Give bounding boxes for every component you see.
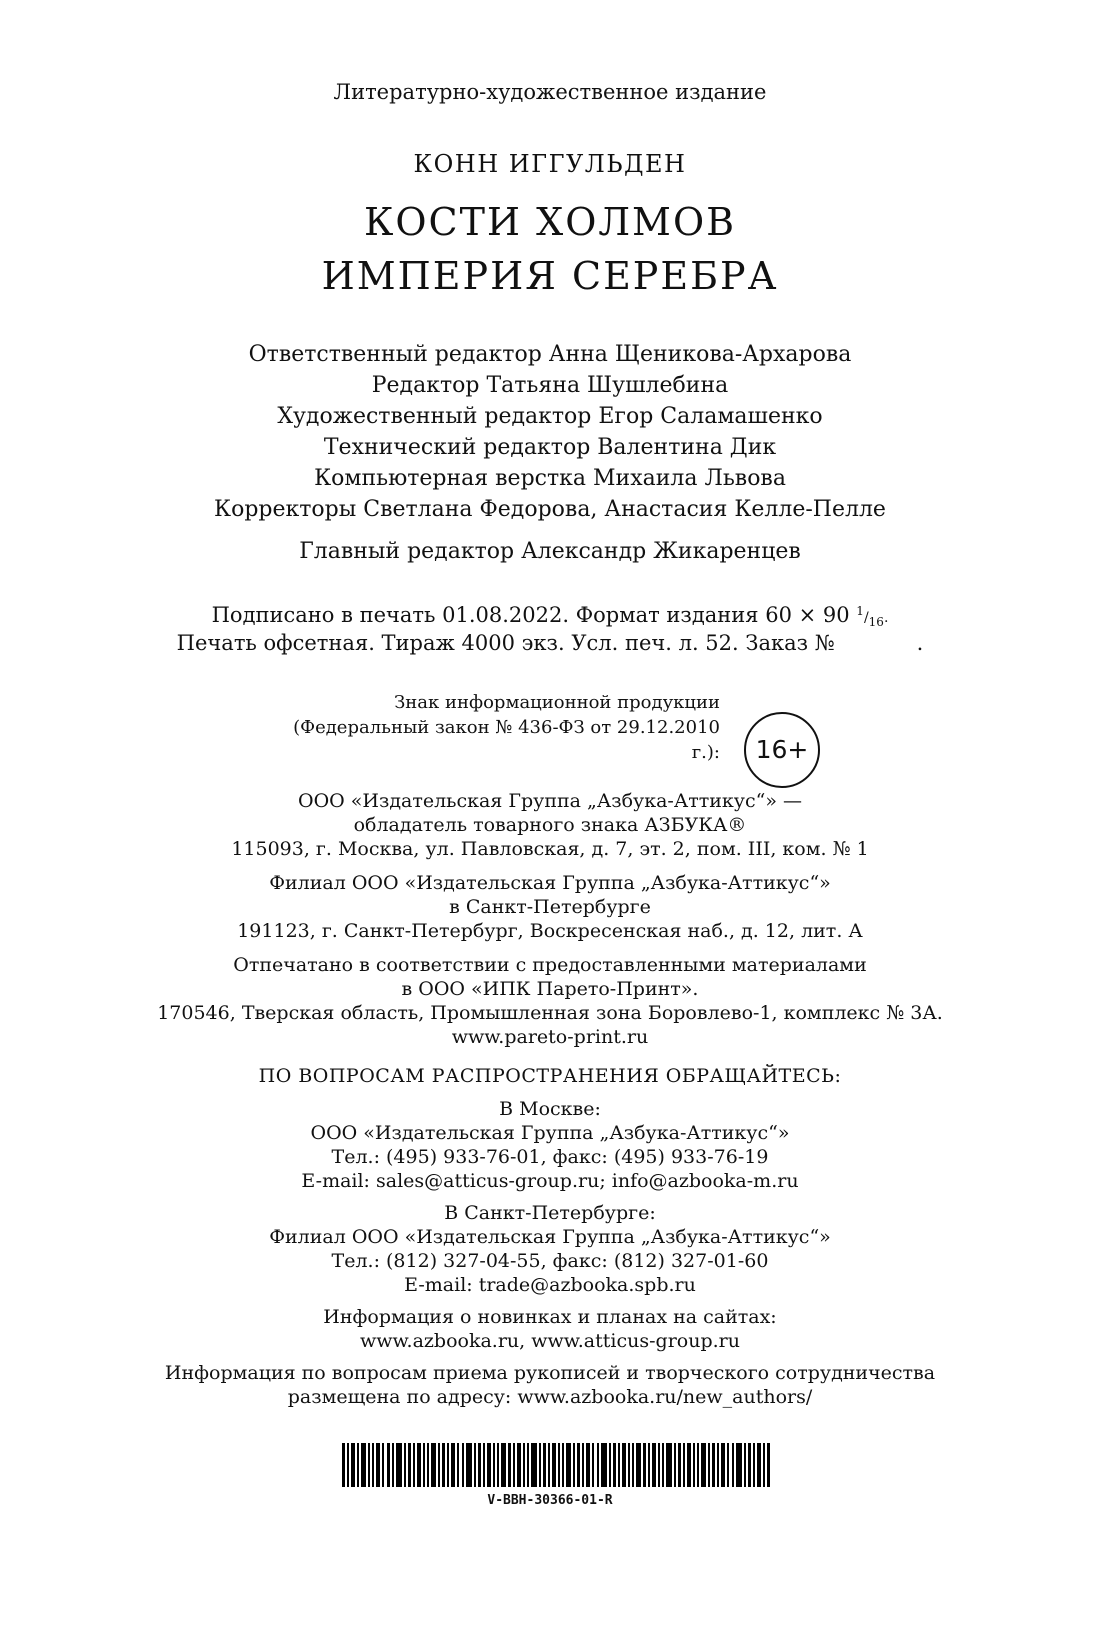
title-1: КОСТИ ХОЛМОВ — [363, 200, 737, 244]
websites-line: Информация о новинках и планах на сайтах: — [323, 1306, 777, 1328]
chief-editor: Главный редактор Александр Жикаренцев — [299, 539, 801, 564]
printer-website: www.pareto-print.ru — [451, 1026, 649, 1048]
branch-line: Филиал ООО «Издательская Группа „Азбука-Аттикус“» — [269, 872, 831, 894]
moscow-line: ООО «Издательская Группа „Азбука-Аттикус“» — [310, 1122, 790, 1144]
moscow-line: E-mail: sales@atticus-group.ru; info@azbooka-m.ru — [301, 1170, 799, 1192]
edition-type: Литературно-художественное издание — [333, 80, 767, 104]
printer-line: Отпечатано в соответствии с предоставленными материалами — [233, 954, 867, 976]
barcode-label: V-BBH-30366-01-R — [487, 1493, 613, 1508]
age-rating-badge: 16+ — [744, 712, 820, 788]
publisher-line: обладатель товарного знака АЗБУКА® — [353, 814, 747, 836]
credit-line: Компьютерная верстка Михаила Львова — [314, 466, 786, 491]
distribution-heading: ПО ВОПРОСАМ РАСПРОСТРАНЕНИЯ ОБРАЩАЙТЕСЬ: — [258, 1065, 842, 1087]
spb-line: Тел.: (812) 327-04-55, факс: (812) 327-01-60 — [331, 1250, 769, 1272]
manuscripts-line: размещена по адресу: www.azbooka.ru/new_authors/ — [287, 1386, 813, 1408]
printer-line: в ООО «ИПК Парето-Принт». — [401, 978, 699, 1000]
websites-line: www.azbooka.ru, www.atticus-group.ru — [360, 1330, 740, 1352]
credit-line: Художественный редактор Егор Саламашенко — [277, 404, 823, 429]
spb-line: В Санкт-Петербурге: — [444, 1202, 656, 1224]
barcode — [342, 1443, 772, 1487]
publisher-line: 115093, г. Москва, ул. Павловская, д. 7, эт. 2, пом. III, ком. № 1 — [231, 838, 869, 860]
branch-line: в Санкт-Петербурге — [449, 896, 651, 918]
manuscripts-line: Информация по вопросам приема рукописей и творческого сотрудничества — [164, 1362, 936, 1384]
branch-line: 191123, г. Санкт-Петербург, Воскресенская наб., д. 12, лит. А — [237, 920, 863, 942]
print-info-line-1: Подписано в печать 01.08.2022. Формат издания 60 × 90 $^1/_{16}$. — [211, 603, 889, 629]
author-name: КОНН ИГГУЛЬДЕН — [413, 150, 687, 178]
moscow-line: Тел.: (495) 933-76-01, факс: (495) 933-76-19 — [331, 1146, 769, 1168]
publisher-line: ООО «Издательская Группа „Азбука-Аттикус“» — — [298, 790, 802, 812]
print-info-line-2: Печать офсетная. Тираж 4000 экз. Усл. печ. л. 52. Заказ № . — [176, 631, 924, 655]
credit-line: Корректоры Светлана Федорова, Анастасия Келле-Пелле — [214, 497, 886, 522]
spb-line: Филиал ООО «Издательская Группа „Азбука-Аттикус“» — [269, 1226, 831, 1248]
spb-line: E-mail: trade@azbooka.spb.ru — [404, 1274, 696, 1296]
credit-line: Редактор Татьяна Шушлебина — [371, 373, 729, 398]
credit-line: Технический редактор Валентина Дик — [323, 435, 777, 460]
info-sign-text: Знак информационной продукции (Федеральный закон № 436-ФЗ от 29.12.2010 г.): — [293, 692, 720, 763]
printer-line: 170546, Тверская область, Промышленная зона Боровлево-1, комплекс № 3А. — [157, 1002, 943, 1024]
title-2: ИМПЕРИЯ СЕРЕБРА — [321, 254, 779, 298]
credit-line: Ответственный редактор Анна Щеникова-Архарова — [248, 342, 852, 367]
moscow-line: В Москве: — [499, 1098, 601, 1120]
